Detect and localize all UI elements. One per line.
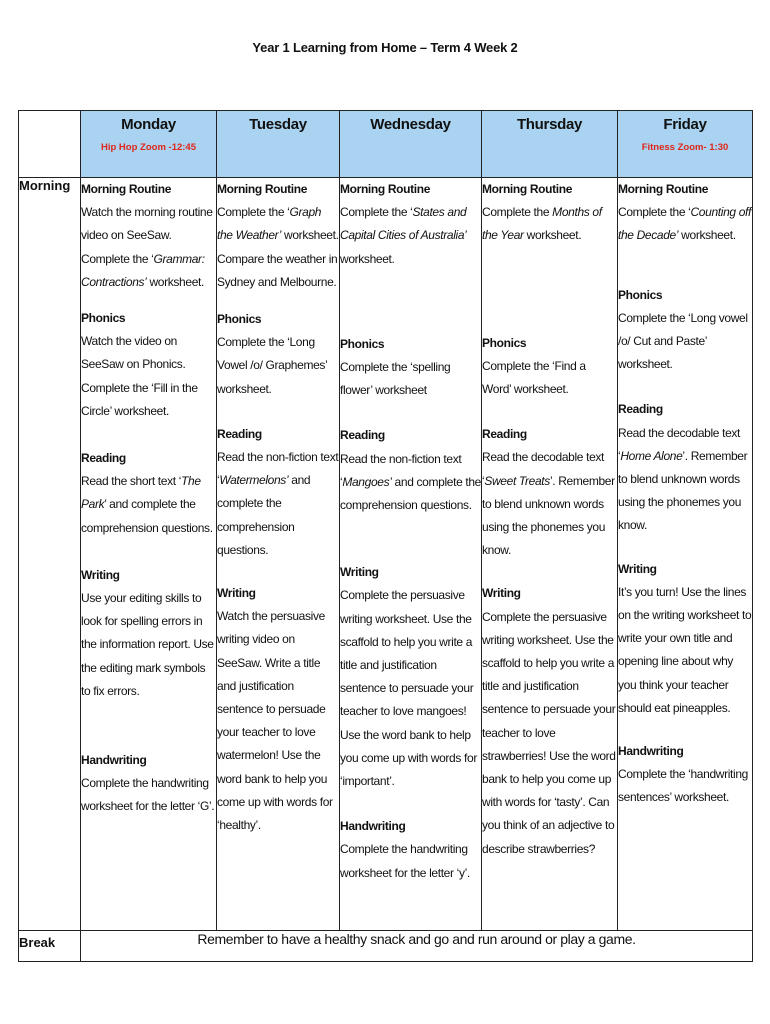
writing-heading: Writing [618, 561, 657, 576]
routine-heading: Morning Routine [618, 182, 709, 196]
writing-task: Use your editing skills to look for spelling errors in the information report. Use the editing mark symbols to fix errors. [81, 591, 214, 698]
handwriting-task: Complete the ‘handwriting sentences’ worksheet. [618, 767, 748, 805]
corner-cell [19, 111, 81, 178]
writing-heading: Writing [482, 586, 521, 601]
phonics-task: Complete the ‘Find a Word’ worksheet. [482, 358, 586, 397]
row-label-morning: Morning [19, 178, 81, 931]
phonics-task: Complete the ‘Long vowel /o/ Cut and Paste’ worksheet. [618, 310, 748, 372]
handwriting-task: Complete the handwriting worksheet for the letter ‘y’. [340, 842, 470, 880]
phonics-task: Complete the ‘spelling flower’ worksheet [340, 360, 451, 398]
writing-task: Watch the persuasive writing video on SeeSaw. Write a title and justification sentence to persuade your teacher to love watermelon! Use the word bank to help you come up with words for ‘healthy’. [217, 609, 333, 833]
routine-task: Complete the ‘Graph the Weather’ worksheet. Compare the weather in Sydney and Melbourne. [217, 205, 339, 289]
handwriting-heading: Handwriting [340, 819, 406, 834]
writing-heading: Writing [340, 565, 379, 580]
writing-task: It’s you turn! Use the lines on the writing worksheet to write your own title and opening line about why you think your teacher should eat pineapples. [618, 584, 752, 715]
day-header-tuesday [217, 111, 340, 178]
day-name: Monday [121, 116, 176, 133]
writing-task: Complete the persuasive writing worksheet. Use the scaffold to help you write a title and justification sentence to persuade your teacher to love strawberries! Use the word bank to help you come up with words for ‘tasty’. Can you think of an adjective to describe strawberries? [482, 609, 616, 856]
page-title: Year 1 Learning from Home – Term 4 Week 2 [252, 40, 518, 55]
writing-heading: Writing [217, 586, 256, 601]
day-header-wednesday [340, 111, 482, 178]
reading-heading: Reading [618, 402, 663, 417]
phonics-heading: Phonics [618, 287, 663, 302]
reading-task: Read the short text ‘The Park’ and complete the comprehension questions. [81, 474, 213, 535]
handwriting-heading: Handwriting [618, 744, 684, 759]
row-label-break: Break [19, 931, 81, 962]
handwriting-heading: Handwriting [81, 753, 147, 768]
break-message: Remember to have a healthy snack and go and run around or play a game. [81, 931, 753, 962]
reading-heading: Reading [217, 426, 262, 441]
weekly-plan-table [18, 110, 753, 962]
tuesday-morning-cell [217, 178, 340, 931]
morning-row [19, 178, 753, 931]
handwriting-task: Complete the handwriting worksheet for the letter ‘G’. [81, 776, 215, 814]
zoom-note: Hip Hop Zoom -12:45 [100, 142, 196, 153]
day-header-friday [618, 111, 753, 178]
phonics-heading: Phonics [482, 335, 527, 350]
routine-task: Complete the ‘States and Capital Cities of Australia’ worksheet. [340, 205, 467, 266]
day-name: Thursday [516, 116, 583, 133]
routine-task: Complete the Months of the Year worksheet. [482, 205, 602, 243]
routine-heading: Morning Routine [217, 182, 308, 196]
phonics-heading: Phonics [340, 336, 385, 351]
reading-heading: Reading [340, 428, 385, 443]
reading-task: Read the non-fiction text ‘Mangoes’ and complete the comprehension questions. [340, 451, 482, 513]
wednesday-morning-cell [340, 178, 482, 931]
monday-morning-cell [81, 178, 217, 931]
writing-task: Complete the persuasive writing worksheet. Use the scaffold to help you write a title and justification sentence to persuade your teacher to love mangoes! Use the word bank to help you come up with words for ‘important’. [340, 588, 477, 789]
day-name: Wednesday [370, 116, 451, 133]
phonics-heading: Phonics [81, 311, 126, 326]
day-header-thursday [482, 111, 618, 178]
routine-heading: Morning Routine [81, 182, 172, 196]
zoom-note: Fitness Zoom- 1:30 [641, 142, 729, 153]
thursday-morning-cell [482, 178, 618, 931]
phonics-task: Watch the video on SeeSaw on Phonics. Complete the ‘Fill in the Circle’ worksheet. [81, 334, 198, 418]
routine-task: Complete the ‘Counting off the Decade’ worksheet. [618, 205, 751, 243]
routine-task: Watch the morning routine video on SeeSaw. Complete the ‘Grammar: Contractions’ worksheet. [81, 205, 213, 289]
day-name: Friday [663, 116, 707, 133]
routine-heading: Morning Routine [340, 182, 431, 196]
header-row [19, 111, 753, 178]
routine-heading: Morning Routine [482, 182, 573, 196]
reading-heading: Reading [81, 451, 126, 466]
break-row [19, 931, 753, 962]
friday-morning-cell [618, 178, 753, 931]
reading-heading: Reading [482, 427, 527, 442]
writing-heading: Writing [81, 567, 120, 582]
phonics-task: Complete the ‘Long Vowel /o/ Graphemes’ worksheet. [217, 335, 327, 396]
reading-task: Read the decodable text ‘Home Alone’. Remember to blend unknown words using the phonemes you know. [618, 425, 748, 533]
day-name: Tuesday [249, 116, 307, 133]
reading-task: Read the non-fiction text ‘Watermelons’ and complete the comprehension questions. [217, 450, 339, 557]
reading-task: Read the decodable text ‘Sweet Treats’. Remember to blend unknown words using the phonemes you know. [482, 450, 615, 558]
phonics-heading: Phonics [217, 312, 262, 327]
day-header-monday [81, 111, 217, 178]
